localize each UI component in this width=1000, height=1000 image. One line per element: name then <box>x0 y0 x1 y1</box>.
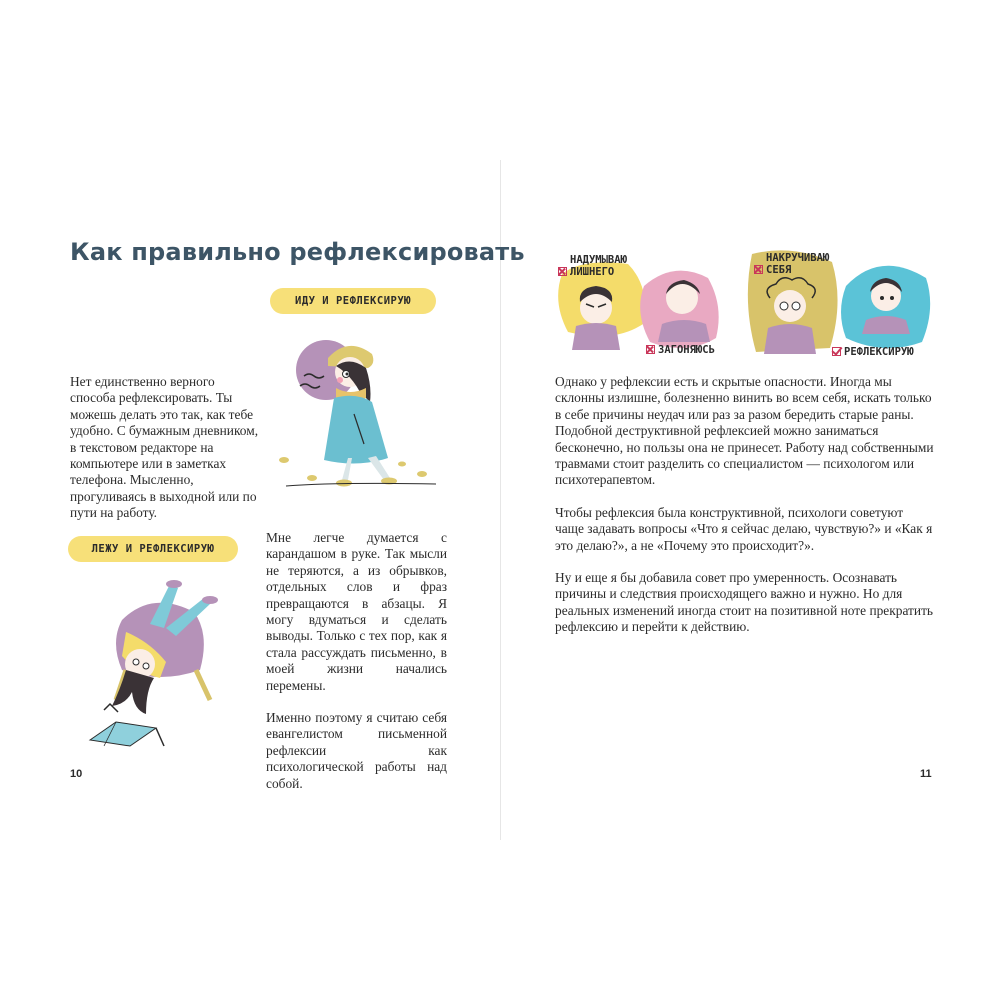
cross-checkbox-icon <box>754 265 763 274</box>
check-checkbox-icon <box>832 347 841 356</box>
right-page-text <box>555 374 935 652</box>
strip-label-winding-up: НАКРУЧИВАЮ СЕБЯ <box>754 252 850 276</box>
cross-checkbox-icon <box>646 345 655 354</box>
strip-label-reflecting: РЕФЛЕКСИРУЮ <box>832 346 914 358</box>
walking-girl-illustration <box>276 318 446 498</box>
column-paragraph-1: Мне легче думается с карандашом в руке. Так мысли не теряются, а из обрывков, отдельных слов и фраз превращаются в абзацы. Я могу вдуматься и сделать выводы. Только с тех пор, как я стала рассуждать письменно, в моей жизни начались перемены. <box>266 530 447 693</box>
strip-label-overthinking: НАДУМЫВАЮ ЛИШНЕГО <box>558 254 652 278</box>
right-paragraph-1: Однако у рефлексии есть и скрытые опасности. Иногда мы склонны излишне, болезненно винить во всем себя, искать только в себе причины неудач или раз за разом бередить старые раны. Подобной деструктивной рефлексией можно заниматься бесконечно, но пользы она не принесет. Работу над собственными травмами стоит разделить со специалистом — психологом или психотерапевтом. <box>555 374 934 488</box>
left-page-column <box>266 530 447 808</box>
strip-label-worrying: ЗАГОНЯЮСЬ <box>646 344 715 356</box>
column-paragraph-2: Именно поэтому я считаю себя евангелистом письменной рефлексии как психологической работы над собой. <box>266 710 447 791</box>
page-number-left: 10 <box>70 768 83 780</box>
walk-caption-badge: ИДУ И РЕФЛЕКСИРУЮ <box>270 288 436 314</box>
intro-paragraph: Нет единственно верного способа рефлексировать. Ты можешь делать это так, как тебе удобно. С бумажным дневником, в текстовом редакторе на компьютере или в заметках телефона. Мысленно, прогуливаясь в выходной или по пути на работу. <box>70 374 259 521</box>
page-title: Как правильно рефлексировать <box>70 238 525 266</box>
cross-checkbox-icon <box>558 267 567 276</box>
lying-girl-illustration <box>86 570 246 750</box>
lie-caption-badge: ЛЕЖУ И РЕФЛЕКСИРУЮ <box>68 536 238 562</box>
right-paragraph-3: Ну и еще я бы добавила совет про умеренность. Осознавать причины и следствия происходящего важно и нужно. Но для реальных изменений иногда стоит на позитивной ноте прекратить рефлексию и перейти к действию. <box>555 570 934 635</box>
right-paragraph-2: Чтобы рефлексия была конструктивной, психологи советуют чаще задавать вопросы «Что я сейчас делаю, чувствую?» и «Как я это делаю?», а не «Почему это происходит?». <box>555 504 933 553</box>
page-number-right: 11 <box>920 768 932 780</box>
